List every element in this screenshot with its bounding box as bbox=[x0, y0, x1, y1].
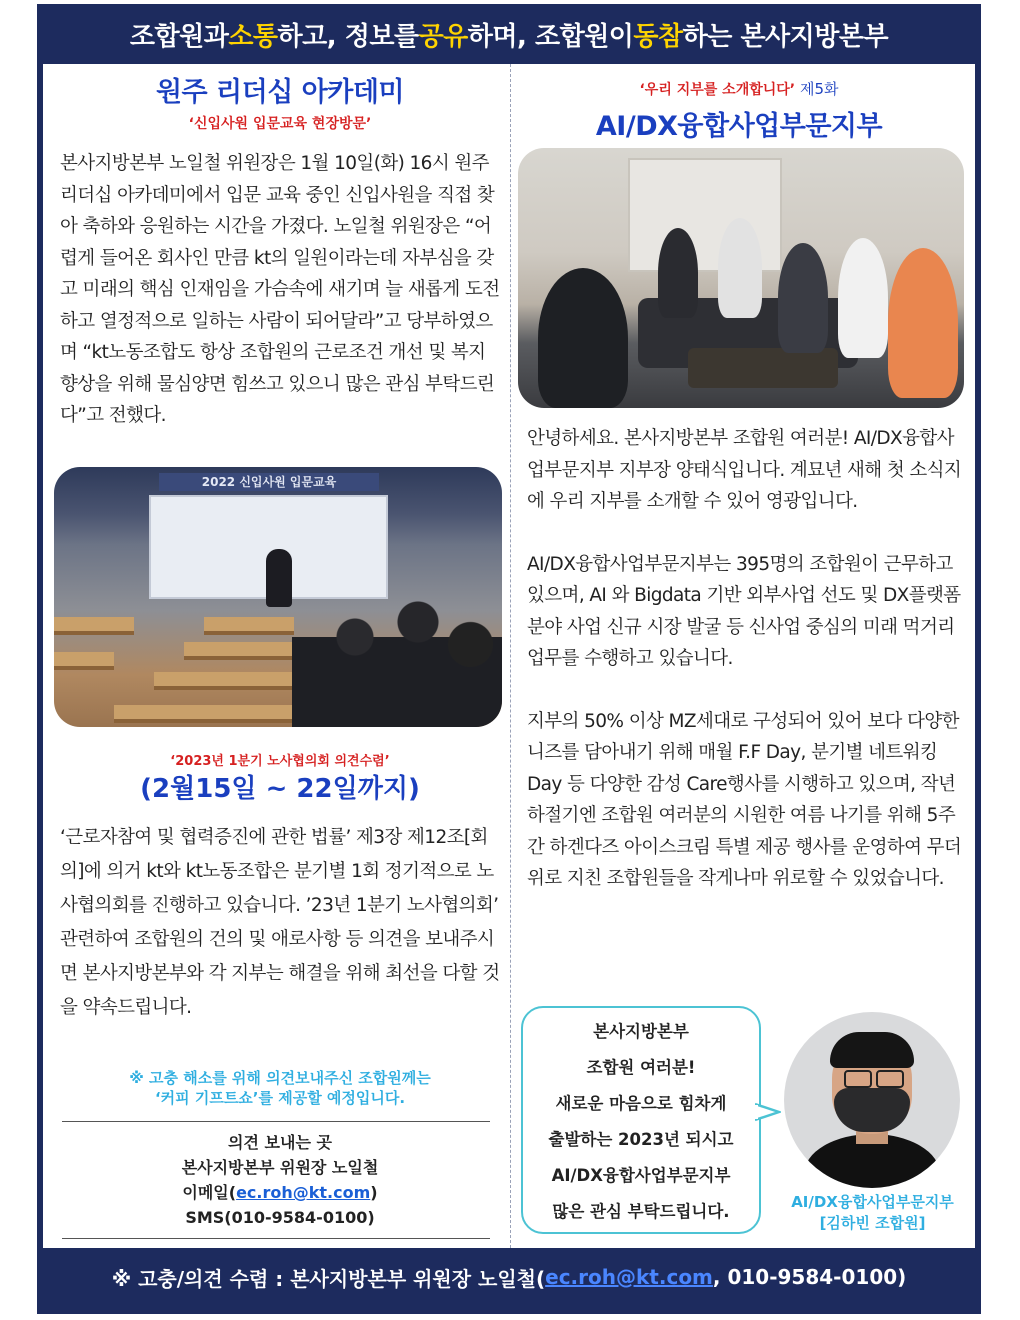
survey-body bbox=[60, 821, 500, 1025]
caption-name: [김하빈 조합원] bbox=[819, 1214, 926, 1232]
bubble-line: 많은 관심 부탁드립니다. bbox=[552, 1202, 730, 1221]
left-article-body bbox=[60, 148, 500, 432]
person-figure bbox=[838, 238, 888, 358]
series-name: ‘우리 지부를 소개합니다’ bbox=[639, 82, 796, 98]
contact-email-line bbox=[60, 1180, 500, 1205]
portrait-mask bbox=[834, 1088, 910, 1132]
presenter-figure bbox=[266, 549, 292, 607]
person-figure bbox=[658, 228, 698, 318]
portrait-caption bbox=[770, 1192, 975, 1234]
contact-box bbox=[60, 1130, 500, 1230]
desk-row bbox=[54, 652, 114, 670]
gift-notice-line-1: ※ 고충 해소를 위해 의견보내주신 조합원께는 bbox=[129, 1069, 431, 1087]
contact-title: 의견 보내는 곳 bbox=[228, 1133, 332, 1152]
contact-name: 본사지방본부 위원장 노일철 bbox=[181, 1158, 379, 1177]
desk-row bbox=[54, 617, 134, 635]
footer-prefix: ※ 고충/의견 수렴 : 본사지방본부 위원장 노일철( bbox=[111, 1266, 546, 1291]
contact-bottom-rule bbox=[62, 1238, 490, 1239]
left-article-title: 원주 리더십 아카데미 bbox=[155, 77, 405, 108]
person-figure bbox=[888, 248, 958, 398]
footer-suffix: , 010-9584-0100) bbox=[712, 1265, 907, 1289]
header-highlight-3: 동참 bbox=[633, 21, 683, 52]
training-hall-photo bbox=[54, 467, 502, 727]
audience-crowd bbox=[292, 577, 502, 727]
contact-sms: SMS(010-9584-0100) bbox=[185, 1208, 375, 1227]
desk-row bbox=[154, 672, 294, 690]
member-portrait bbox=[784, 1012, 960, 1188]
branch-paragraph-1: 안녕하세요. 본사지방본부 조합원 여러분! AI/DX융합사업부문지부 지부장 양태식입니다. 계묘년 새해 첫 소식지에 우리 지부를 소개할 수 있어 영광입니다. bbox=[527, 428, 962, 512]
left-article-paragraph: 본사지방본부 노일철 위원장은 1월 10일(화) 16시 원주 리더십 아카데미에서 입문 교육 중인 신입사원을 직접 찾아 축하와 응원하는 시간을 가졌다. 노일철 위원장은 “어렵게 들어온 회사인 만큼 kt의 일원이라는데 자부심을 갖고 미래의 핵심 인재임을 가슴속에 새기며 늘 새롭게 도전하고 열정적으로 일하는 사람이 되어달라”고 당부하였으며 “kt노동조합도 항상 조합원의 근로조건 개선 및 복지 향상을 위해 물심양면 힘쓰고 있으니 많은 관심 부탁드린다”고 전했다. bbox=[60, 153, 500, 426]
photo-banner: 2022 신입사원 입문교육 bbox=[159, 473, 379, 491]
meeting-room-photo bbox=[518, 148, 964, 408]
page-header bbox=[37, 4, 981, 64]
contact-email-close: ) bbox=[370, 1183, 378, 1202]
portrait-glasses bbox=[844, 1070, 872, 1088]
person-figure bbox=[778, 243, 828, 353]
portrait-glasses bbox=[876, 1070, 904, 1088]
page-footer bbox=[37, 1248, 981, 1306]
header-highlight-2: 공유 bbox=[418, 21, 468, 52]
contact-email-label: 이메일( bbox=[182, 1183, 237, 1202]
bubble-line: 본사지방본부 bbox=[593, 1022, 689, 1041]
header-text-1: 조합원과 bbox=[129, 21, 229, 52]
branch-paragraph-2: AI/DX융합사업부문지부는 395명의 조합원이 근무하고 있으며, AI 와 Bigdata 기반 외부사업 선도 및 DX플랫폼 분야 사업 신규 시장 발굴 등 신사업 중심의 미래 먹거리 업무를 수행하고 있습니다. bbox=[527, 553, 961, 669]
bubble-line: 새로운 마음으로 힘차게 bbox=[555, 1094, 727, 1113]
person-figure bbox=[718, 218, 762, 318]
gift-notice-line-2: ‘커피 기프트쇼’를 제공할 예정입니다. bbox=[154, 1089, 406, 1107]
speech-bubble-tail bbox=[755, 1102, 781, 1122]
column-divider bbox=[510, 64, 511, 1248]
contact-email-link[interactable]: ec.roh@kt.com bbox=[236, 1183, 371, 1202]
gift-notice bbox=[60, 1068, 500, 1108]
bubble-line: 조합원 여러분! bbox=[586, 1058, 696, 1077]
branch-paragraph-3: 지부의 50% 이상 MZ세대로 구성되어 있어 보다 다양한 니즈를 담아내기 위해 매월 F.F Day, 분기별 네트워킹 Day 등 다양한 감성 Care행사를 시행하고 있으며, 작년 하절기엔 조합원 여러분의 시원한 여름 나기를 위해 5주간 하겐다즈 아이스크림 특별 제공 행사를 운영하여 무더위로 지친 조합원들을 작게나마 위로할 수 있었습니다. bbox=[527, 710, 962, 889]
caption-branch: AI/DX융합사업부문지부 bbox=[791, 1193, 954, 1211]
branch-intro-body bbox=[527, 423, 967, 895]
speech-bubble bbox=[521, 1006, 761, 1234]
footer-email-link[interactable]: ec.roh@kt.com bbox=[545, 1265, 713, 1289]
desk-row bbox=[204, 617, 294, 635]
person-figure bbox=[538, 268, 628, 408]
left-article-subtitle: ‘신입사원 입문교육 현장방문’ bbox=[188, 116, 372, 132]
header-text-2: 하고, 정보를 bbox=[277, 21, 419, 52]
contact-top-rule bbox=[62, 1121, 490, 1122]
portrait-hair bbox=[830, 1032, 914, 1068]
header-text-3: 하며, 조합원이 bbox=[467, 21, 634, 52]
header-text-4: 하는 본사지방본부 bbox=[682, 21, 889, 52]
survey-period-title: (2월15일 ~ 22일까지) bbox=[140, 774, 420, 804]
episode-number: 제5화 bbox=[799, 80, 839, 98]
series-label bbox=[520, 78, 958, 99]
survey-subtitle: ‘2023년 1분기 노사협의회 의견수렴’ bbox=[170, 754, 390, 769]
coffee-table bbox=[688, 348, 838, 388]
bubble-line: 출발하는 2023년 되시고 bbox=[548, 1130, 734, 1149]
desk-row bbox=[114, 705, 294, 723]
survey-paragraph: ‘근로자참여 및 협력증진에 관한 법률’ 제3장 제12조[회의]에 의거 kt와 kt노동조합은 분기별 1회 정기적으로 노사협의회를 진행하고 있습니다. ’23년 1분기 노사협의회’ 관련하여 조합원의 건의 및 애로사항 등 의견을 보내주시면 본사지방본부와 각 지부는 해결을 위해 최선을 다할 것을 약속드립니다. bbox=[60, 827, 500, 1018]
header-highlight-1: 소통 bbox=[228, 21, 278, 52]
branch-title: AI/DX융합사업부문지부 bbox=[595, 111, 883, 142]
desk-row bbox=[184, 642, 294, 660]
bubble-line: AI/DX융합사업부문지부 bbox=[551, 1166, 731, 1185]
